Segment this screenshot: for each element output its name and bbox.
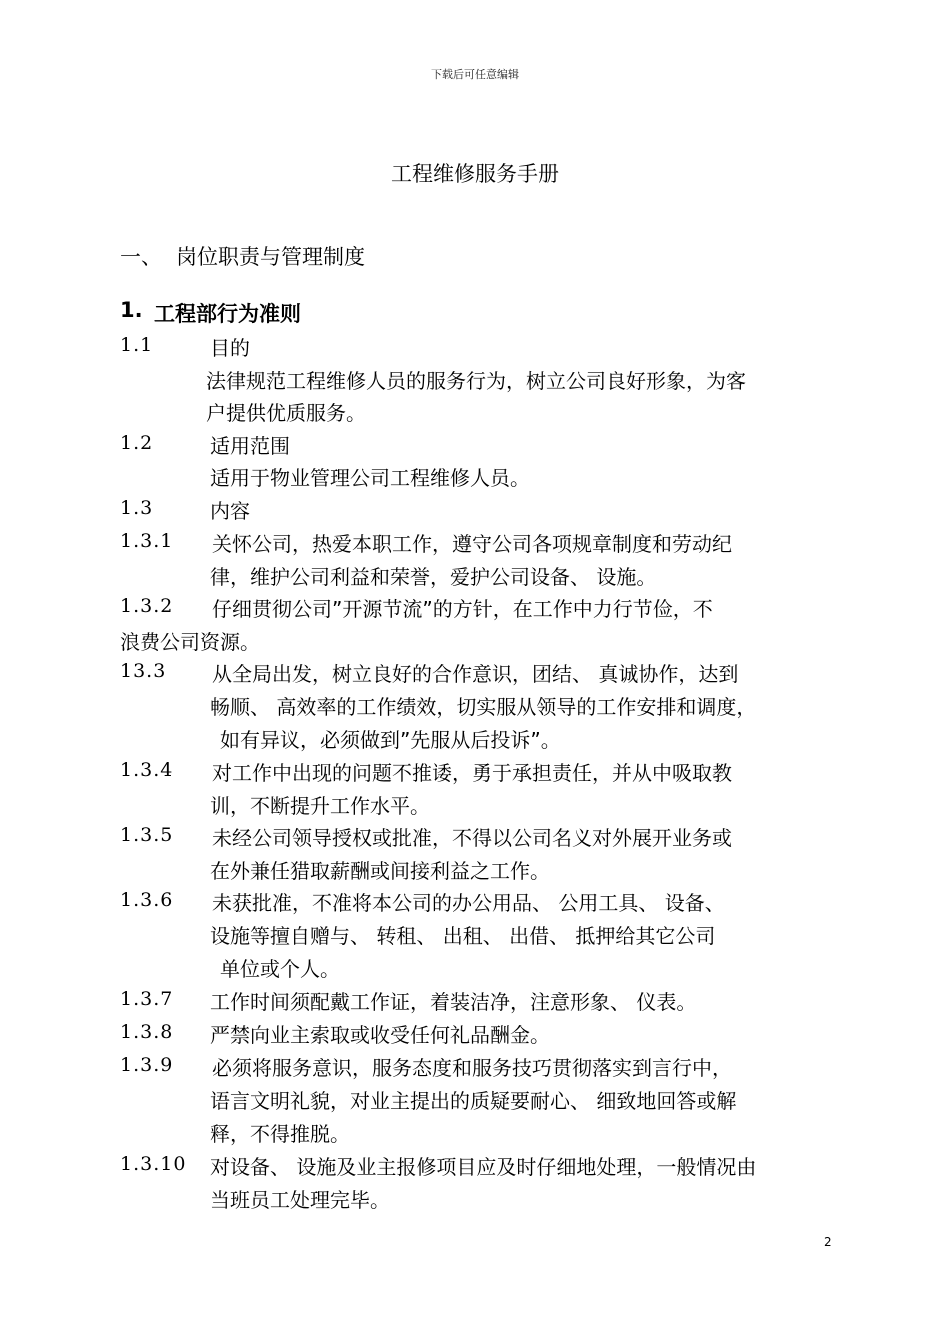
- item-number: 1.3.4: [120, 759, 174, 781]
- section-number: 一、: [120, 245, 162, 269]
- item-text: 对设备、 设施及业主报修项目应及时仔细地处理，一般情况由: [210, 1155, 757, 1179]
- item-text: 当班员工处理完毕。: [210, 1188, 390, 1212]
- item-text: 律，维护公司利益和荣誉，爱护公司设备、 设施。: [210, 565, 657, 589]
- subsection-number: 1.: [120, 298, 143, 322]
- item-text: 单位或个人。: [220, 957, 340, 981]
- item-number: 13.3: [120, 660, 167, 682]
- item-text: 未获批准，不准将本公司的办公用品、 公用工具、 设备、: [212, 891, 725, 915]
- item-text: 适用于物业管理公司工程维修人员。: [210, 466, 530, 490]
- item-text: 语言文明礼貌，对业主提出的质疑要耐心、 细致地回答或解: [210, 1089, 737, 1113]
- item-text: 训，不断提升工作水平。: [210, 794, 430, 818]
- item-text: 工作时间须配戴工作证，着装洁净，注意形象、 仪表。: [210, 990, 697, 1014]
- item-text: 从全局出发，树立良好的合作意识，团结、 真诚协作，达到: [212, 662, 739, 686]
- item-number: 1.3.5: [120, 824, 174, 846]
- item-number: 1.3.1: [120, 530, 174, 552]
- document-title: 工程维修服务手册: [391, 162, 559, 186]
- item-text: 内容: [210, 499, 250, 523]
- item-number: 1.3.9: [120, 1054, 174, 1076]
- item-number: 1.3.10: [120, 1153, 187, 1175]
- item-text: 设施等擅自赠与、 转租、 出租、 出借、 抵押给其它公司: [210, 924, 716, 948]
- item-text: 释，不得推脱。: [210, 1122, 350, 1146]
- item-text: 严禁向业主索取或收受任何礼品酬金。: [210, 1023, 550, 1047]
- item-text: 浪费公司资源。: [120, 630, 260, 654]
- item-text: 必须将服务意识，服务态度和服务技巧贯彻落实到言行中，: [212, 1056, 732, 1080]
- item-text: 畅顺、 高效率的工作绩效，切实服从领导的工作安排和调度，: [210, 695, 757, 719]
- item-text: 在外兼任猎取薪酬或间接利益之工作。: [210, 859, 550, 883]
- item-text: 仔细贯彻公司”开源节流”的方针，在工作中力行节俭，不: [212, 597, 713, 621]
- item-number: 1.3: [120, 497, 154, 519]
- page-number: 2: [824, 1235, 832, 1249]
- item-number: 1.3.2: [120, 595, 174, 617]
- subsection-title: 工程部行为准则: [154, 302, 301, 326]
- section-title: 岗位职责与管理制度: [176, 245, 365, 269]
- item-text: 户提供优质服务。: [206, 401, 366, 425]
- item-text: 法律规范工程维修人员的服务行为，树立公司良好形象，为客: [206, 369, 746, 393]
- item-text: 适用范围: [210, 434, 290, 458]
- item-number: 1.3.6: [120, 889, 174, 911]
- header-note: 下载后可任意编辑: [431, 68, 519, 81]
- item-text: 未经公司领导授权或批准，不得以公司名义对外展开业务或: [212, 826, 732, 850]
- item-text: 如有异议，必须做到”先服从后投诉”。: [220, 728, 561, 752]
- item-number: 1.2: [120, 432, 154, 454]
- item-number: 1.3.7: [120, 988, 174, 1010]
- item-text: 对工作中出现的问题不推诿，勇于承担责任，并从中吸取教: [212, 761, 732, 785]
- item-number: 1.1: [120, 334, 154, 356]
- item-text: 关怀公司，热爱本职工作，遵守公司各项规章制度和劳动纪: [212, 532, 732, 556]
- item-number: 1.3.8: [120, 1021, 174, 1043]
- item-text: 目的: [210, 336, 250, 360]
